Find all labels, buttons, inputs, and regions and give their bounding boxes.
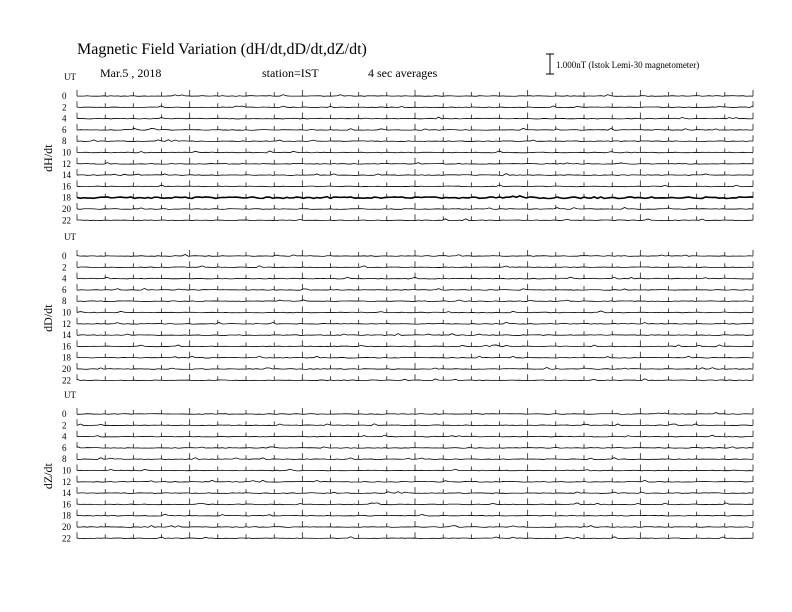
scale-bar	[546, 54, 699, 74]
row-hour-label: 8	[62, 296, 67, 307]
trace-row	[62, 261, 753, 272]
trace-row	[62, 453, 753, 464]
chart-title: Magnetic Field Variation (dH/dt,dD/dt,dZ/dt)	[77, 41, 367, 58]
trace-row	[62, 476, 753, 487]
row-hour-label: 6	[62, 442, 67, 453]
row-hour-label: 18	[62, 510, 71, 521]
trace-row	[62, 284, 753, 295]
row-hour-label: 8	[62, 454, 67, 465]
trace-row	[62, 498, 753, 509]
trace-row	[62, 90, 753, 101]
row-hour-label: 22	[62, 215, 71, 226]
row-hour-label: 4	[62, 273, 67, 284]
trace-row	[62, 442, 753, 453]
row-hour-label: 10	[62, 147, 71, 158]
row-hour-label: 10	[62, 465, 71, 476]
row-hour-label: 20	[62, 364, 71, 374]
trace-row	[62, 419, 753, 430]
row-hour-label: 6	[62, 124, 67, 135]
trace-row	[62, 532, 753, 543]
row-hour-label: 22	[62, 533, 71, 544]
row-hour-label: 14	[62, 170, 71, 181]
row-hour-label: 16	[62, 181, 71, 192]
panel-ylabel: dZ/dt	[41, 463, 55, 490]
row-hour-label: 12	[62, 158, 71, 169]
row-hour-label: 10	[62, 307, 71, 318]
row-hour-label: 0	[62, 409, 67, 419]
trace-row	[62, 158, 753, 169]
trace-row	[62, 101, 753, 112]
row-hour-label: 12	[62, 318, 71, 329]
row-hour-label: 16	[62, 499, 71, 510]
row-hour-label: 18	[62, 352, 71, 363]
trace-row	[62, 147, 753, 158]
panel-ylabel: dH/dt	[41, 144, 55, 172]
row-hour-label: 14	[62, 330, 71, 341]
ut-axis-label: UT	[64, 390, 76, 400]
row-hour-label: 20	[62, 204, 71, 214]
row-hour-label: 0	[62, 91, 67, 101]
trace-row	[62, 135, 753, 146]
trace-row	[62, 169, 753, 180]
trace-row	[62, 431, 753, 442]
row-hour-label: 4	[62, 113, 67, 124]
trace-row	[62, 408, 753, 419]
row-hour-label: 12	[62, 476, 71, 487]
row-hour-label: 0	[62, 251, 67, 261]
trace-row	[62, 521, 753, 532]
trace-row	[62, 295, 753, 306]
row-hour-label: 8	[62, 136, 67, 147]
ut-axis-label: UT	[64, 232, 76, 242]
station-label: station=IST	[262, 66, 319, 80]
date-label: Mar.5 , 2018	[100, 66, 162, 80]
trace-row	[62, 124, 753, 135]
trace-row	[62, 250, 753, 261]
trace-row	[62, 465, 753, 476]
row-hour-label: 14	[62, 488, 71, 499]
trace-row	[62, 113, 753, 124]
trace-row	[62, 340, 753, 351]
trace-row	[62, 203, 753, 214]
trace-row	[62, 363, 753, 374]
row-hour-label: 20	[62, 522, 71, 532]
trace-row	[62, 318, 753, 329]
averaging-label: 4 sec averages	[368, 66, 438, 80]
trace-row	[62, 180, 753, 191]
row-hour-label: 2	[62, 420, 67, 431]
trace-row	[62, 192, 753, 203]
row-hour-label: 4	[62, 431, 67, 442]
trace-row	[62, 510, 753, 521]
panel-dH-dt	[41, 72, 753, 225]
scale-bar-label: 1.000nT (Istok Lemi-30 magnetometer)	[556, 60, 700, 70]
row-hour-label: 2	[62, 262, 67, 273]
row-hour-label: 6	[62, 284, 67, 295]
trace-row	[62, 352, 753, 363]
trace-row	[62, 374, 753, 385]
panels	[41, 72, 753, 543]
panel-dZ-dt	[41, 390, 753, 543]
ut-axis-label: UT	[64, 72, 76, 82]
trace-row	[62, 214, 753, 225]
trace-row	[62, 487, 753, 498]
trace-row	[62, 329, 753, 340]
trace-row	[62, 307, 753, 318]
row-hour-label: 18	[62, 192, 71, 203]
panel-dD-dt	[41, 232, 753, 385]
row-hour-label: 2	[62, 102, 67, 113]
row-hour-label: 22	[62, 375, 71, 386]
panel-ylabel: dD/dt	[41, 304, 55, 332]
trace-row	[62, 273, 753, 284]
row-hour-label: 16	[62, 341, 71, 352]
